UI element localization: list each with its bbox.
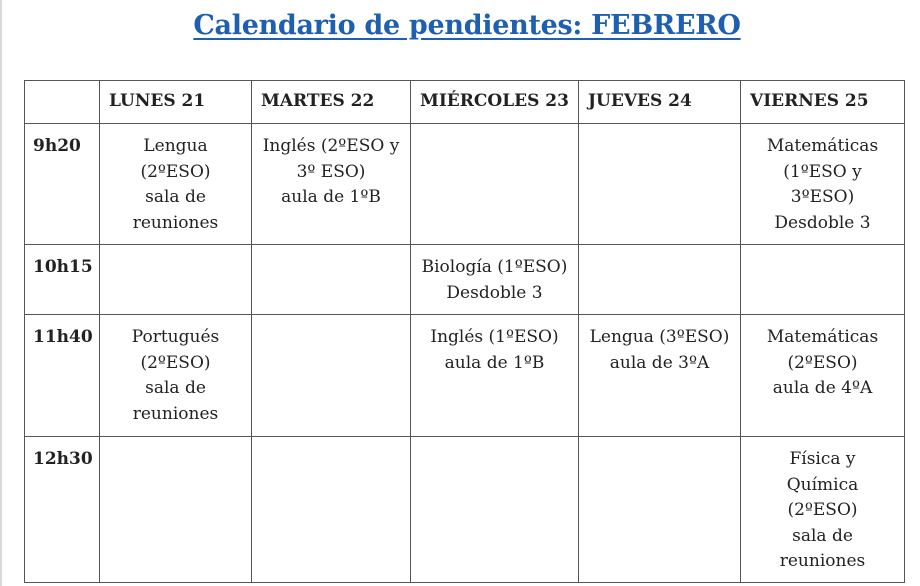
schedule-cell-wednesday <box>411 437 579 583</box>
schedule-cell-line: (2ºESO) <box>787 352 858 373</box>
header-day-thursday: JUEVES 24 <box>579 81 741 124</box>
schedule-cell-line: (2ºESO) <box>787 500 858 520</box>
schedule-cell-friday <box>741 124 905 245</box>
schedule-cell-tuesday <box>252 315 411 437</box>
schedule-cell-tuesday <box>252 124 411 245</box>
schedule-cell-monday <box>100 245 252 315</box>
schedule-cell-line: (2ºESO) <box>140 352 211 373</box>
schedule-cell-line: sala de <box>145 378 206 398</box>
table-row <box>25 315 905 437</box>
schedule-cell-line: Lengua <box>143 136 208 156</box>
schedule-cell-line: Desdoble 3 <box>446 282 543 303</box>
table-row <box>25 437 905 583</box>
schedule-cell-thursday <box>579 124 741 245</box>
schedule-cell-line: Matemáticas <box>766 327 879 347</box>
schedule-cell-line: aula de 4ºA <box>772 378 873 398</box>
schedule-cell-line: 3ºESO) <box>790 187 855 207</box>
schedule-cell-friday <box>741 437 905 583</box>
schedule-cell-line: (1ºESO y <box>783 161 862 182</box>
schedule-cell-line: Biología (1ºESO) <box>421 257 568 277</box>
schedule-cell-monday <box>100 437 252 583</box>
schedule-cell-thursday <box>579 245 741 315</box>
schedule-cell-line: aula de 1ºB <box>444 352 545 373</box>
schedule-cell-line: Desdoble 3 <box>774 212 871 233</box>
schedule-cell-line: Portugués <box>131 327 220 347</box>
time-slot-cell: 11h40 <box>25 315 100 437</box>
schedule-cell-line: Física y <box>789 449 856 469</box>
time-slot-cell: 12h30 <box>25 437 100 583</box>
schedule-cell-line: reuniones <box>132 403 219 424</box>
table-row <box>25 124 905 245</box>
schedule-cell-line: sala de <box>145 187 206 207</box>
header-row <box>25 81 905 124</box>
schedule-cell-line: aula de 1ºB <box>281 187 381 207</box>
schedule-cell-monday <box>100 124 252 245</box>
table-row <box>25 245 905 315</box>
schedule-cell-wednesday <box>411 124 579 245</box>
schedule-cell-line: Lengua (3ºESO) <box>589 327 730 347</box>
pending-calendar-table <box>24 80 905 583</box>
schedule-cell-line: Química <box>786 474 859 495</box>
schedule-cell-line: sala de <box>792 525 853 546</box>
schedule-cell-tuesday <box>252 437 411 583</box>
schedule-cell-thursday <box>579 437 741 583</box>
schedule-cell-line: reuniones <box>779 551 866 571</box>
schedule-cell-friday <box>741 315 905 437</box>
schedule-cell-wednesday <box>411 245 579 315</box>
schedule-cell-tuesday <box>252 245 411 315</box>
schedule-cell-wednesday <box>411 315 579 437</box>
schedule-cell-line: (2ºESO) <box>140 161 211 182</box>
header-corner-cell <box>25 81 100 124</box>
schedule-cell-line: 3º ESO) <box>296 161 366 182</box>
schedule-cell-friday <box>741 245 905 315</box>
time-slot-cell: 9h20 <box>25 124 100 245</box>
schedule-cell-line: aula de 3ºA <box>609 352 710 373</box>
schedule-cell-line: Matemáticas <box>766 136 879 156</box>
header-day-monday: LUNES 21 <box>100 81 252 124</box>
page-title: Calendario de pendientes: FEBRERO <box>193 10 741 41</box>
schedule-cell-thursday <box>579 315 741 437</box>
time-slot-cell: 10h15 <box>25 245 100 315</box>
schedule-cell-line: Inglés (2ºESO y <box>262 136 400 156</box>
header-day-tuesday: MARTES 22 <box>252 81 411 124</box>
schedule-cell-line: reuniones <box>132 212 219 233</box>
header-day-wednesday: MIÉRCOLES 23 <box>411 81 579 124</box>
header-day-friday: VIERNES 25 <box>741 81 905 124</box>
schedule-cell-line: Inglés (1ºESO) <box>430 327 559 347</box>
schedule-cell-monday <box>100 315 252 437</box>
